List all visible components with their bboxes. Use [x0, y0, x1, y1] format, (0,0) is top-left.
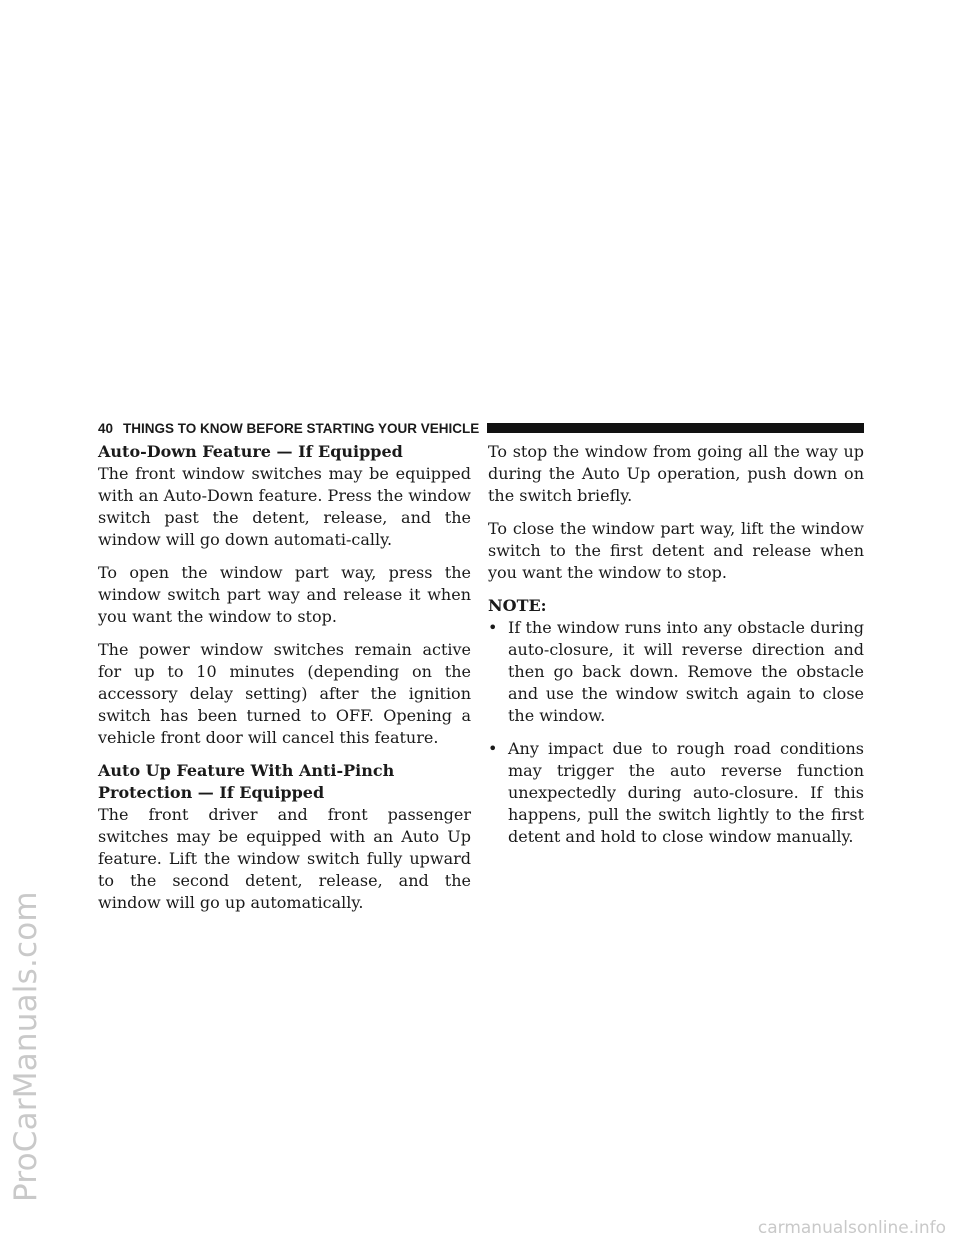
bullet-icon: •	[488, 618, 498, 637]
section-heading-auto-down: Auto-Down Feature — If Equipped	[98, 442, 403, 461]
bullet-icon: •	[488, 739, 498, 758]
page-number: 40	[98, 420, 114, 436]
side-watermark: ProCarManuals.com	[8, 891, 44, 1202]
section-heading-auto-up: Auto Up Feature With Anti-Pinch Protection — If Equipped	[98, 761, 395, 802]
paragraph: To stop the window from going all the way up during the Auto Up operation, push down on the switch briefly.	[488, 442, 864, 505]
left-column	[98, 441, 471, 925]
paragraph: To open the window part way, press the window switch part way and release it when you want the window to stop.	[98, 563, 471, 626]
paragraph: The front window switches may be equipped with an Auto-Down feature. Press the window switch past the detent, release, and the window will go down automati-cally.	[98, 464, 471, 549]
list-item	[488, 738, 864, 848]
note-title: NOTE:	[488, 596, 547, 615]
right-column	[488, 441, 864, 859]
chapter-title: THINGS TO KNOW BEFORE STARTING YOUR VEHICLE	[123, 420, 480, 436]
paragraph: To close the window part way, lift the window switch to the first detent and release when you want the window to stop.	[488, 519, 864, 582]
bullet-text: Any impact due to rough road conditions may trigger the auto reverse function unexpectedly during auto-closure. If this happens, pull the switch lightly to the first detent and hold to close window manually.	[508, 739, 864, 846]
list-item	[488, 617, 864, 727]
paragraph: The power window switches remain active for up to 10 minutes (depending on the accessory delay setting) after the ignition switch has been turned to OFF. Opening a vehicle front door will cancel this feature.	[98, 640, 471, 747]
page-header	[98, 419, 864, 437]
paragraph: The front driver and front passenger switches may be equipped with an Auto Up feature. Lift the window switch fully upward to the second detent, release, and the window will go up automatically.	[98, 805, 471, 912]
header-rule	[487, 423, 864, 433]
bullet-text: If the window runs into any obstacle during auto-closure, it will reverse direction and then go back down. Remove the obstacle and use the window switch again to close the window.	[508, 618, 864, 725]
bottom-watermark: carmanualsonline.info	[757, 1218, 946, 1238]
